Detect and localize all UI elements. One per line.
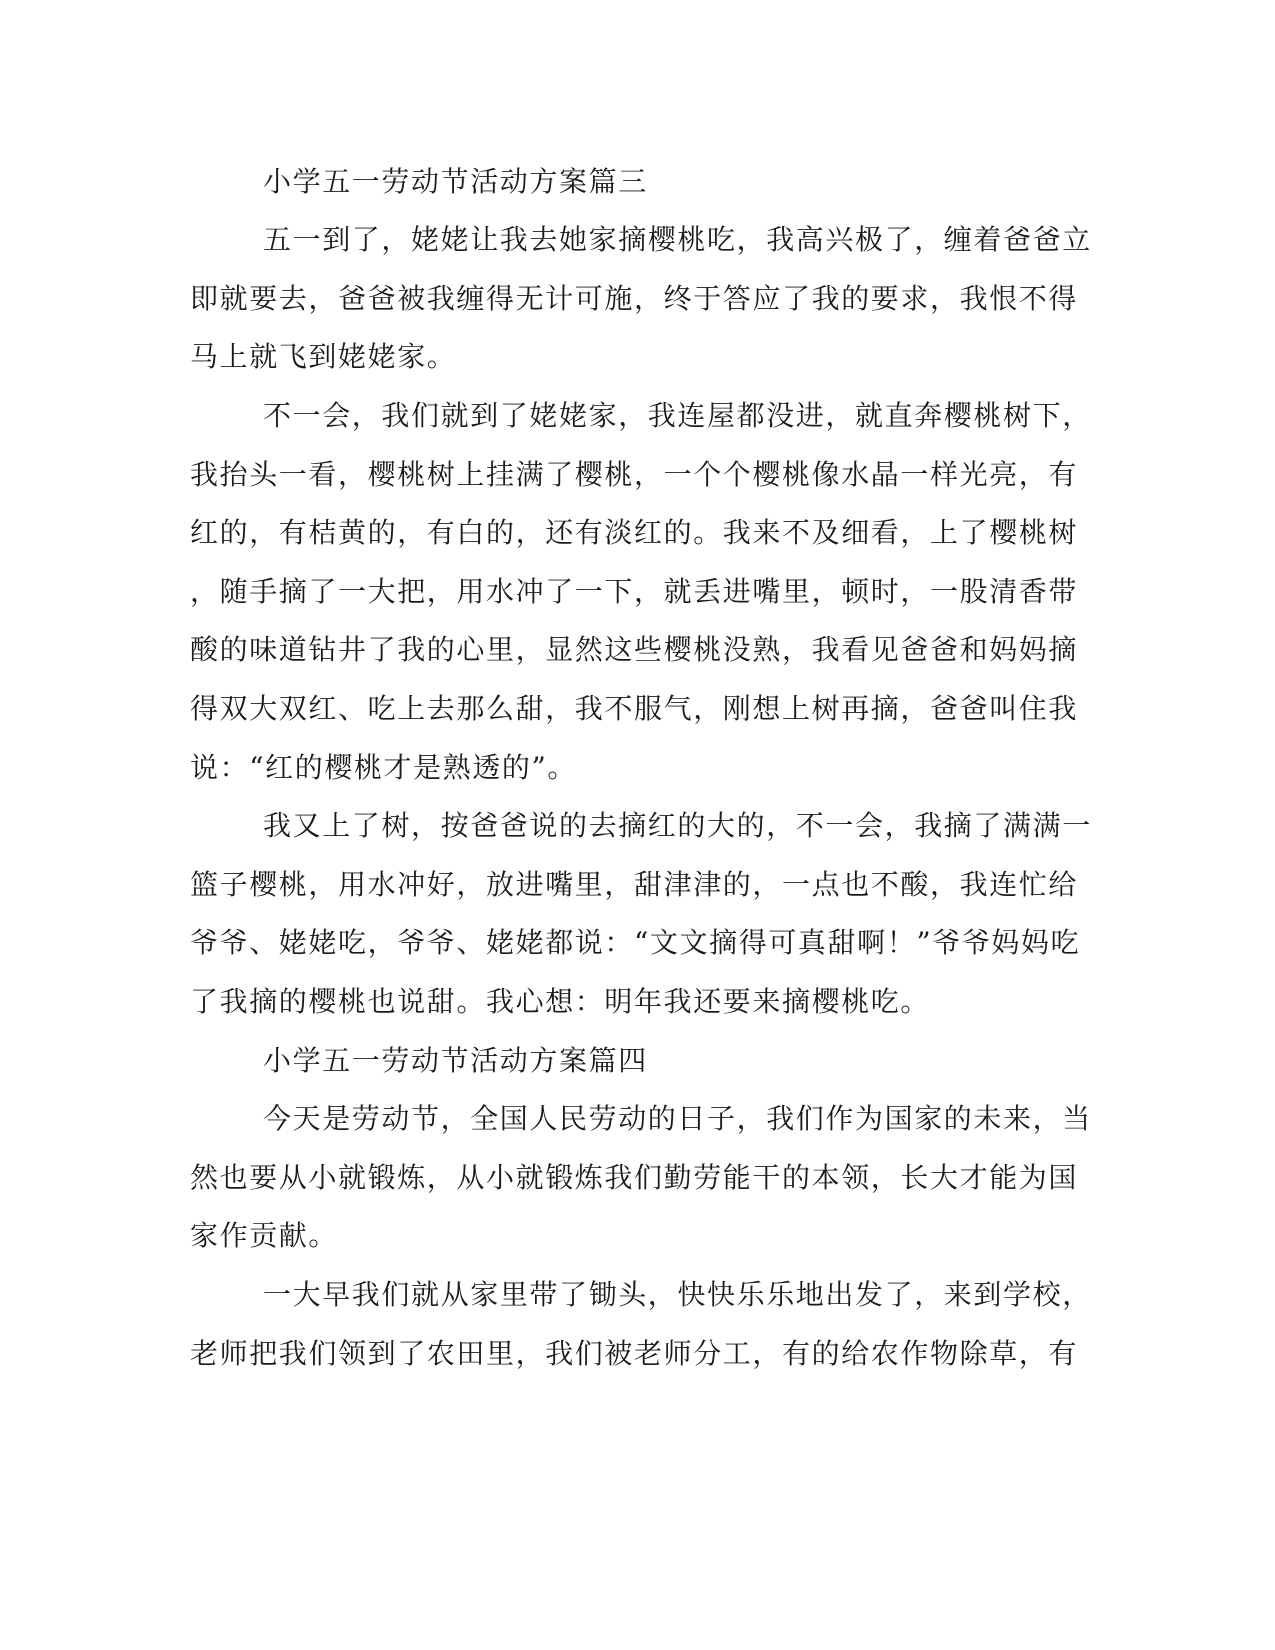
paragraph-line: 一大早我们就从家里带了锄头，快快乐乐地出发了，来到学校， <box>263 1278 1092 1311</box>
paragraph-line: 篮子樱桃，用水冲好，放进嘴里，甜津津的，一点也不酸，我连忙给 <box>190 868 1079 901</box>
paragraph-line: 马上就飞到姥姥家。 <box>190 340 457 373</box>
paragraph-line: 爷爷、姥姥吃，爷爷、姥姥都说：“文文摘得可真甜啊！”爷爷妈妈吃 <box>190 926 1081 959</box>
paragraph-line: 家作贡献。 <box>190 1219 339 1252</box>
paragraph-line: 说：“红的樱桃才是熟透的”。 <box>190 751 578 784</box>
paragraph-line: ，随手摘了一大把，用水冲了一下，就丢进嘴里，顿时，一股清香带 <box>190 575 1079 608</box>
paragraph-line: 今天是劳动节，全国人民劳动的日子，我们作为国家的未来，当 <box>263 1102 1092 1135</box>
paragraph-line: 我抬头一看，樱桃树上挂满了樱桃，一个个樱桃像水晶一样光亮，有 <box>190 458 1079 491</box>
paragraph-line: 即就要去，爸爸被我缠得无计可施，终于答应了我的要求，我恨不得 <box>190 282 1079 315</box>
paragraph-line: 然也要从小就锻炼，从小就锻炼我们勤劳能干的本领，长大才能为国 <box>190 1161 1079 1194</box>
paragraph-line: 我又上了树，按爸爸说的去摘红的大的，不一会，我摘了满满一 <box>263 809 1092 842</box>
section-heading: 小学五一劳动节活动方案篇四 <box>263 1044 648 1077</box>
paragraph-line: 不一会，我们就到了姥姥家，我连屋都没进，就直奔樱桃树下， <box>263 399 1092 432</box>
paragraph-line: 得双大双红、吃上去那么甜，我不服气，刚想上树再摘，爸爸叫住我 <box>190 692 1079 725</box>
paragraph-line: 五一到了，姥姥让我去她家摘樱桃吃，我高兴极了，缠着爸爸立 <box>263 223 1092 256</box>
paragraph-line: 了我摘的樱桃也说甜。我心想：明年我还要来摘樱桃吃。 <box>190 985 931 1018</box>
paragraph-line: 红的，有桔黄的，有白的，还有淡红的。我来不及细看，上了樱桃树 <box>190 516 1079 549</box>
paragraph-line: 老师把我们领到了农田里，我们被老师分工，有的给农作物除草，有 <box>190 1337 1079 1370</box>
section-heading: 小学五一劳动节活动方案篇三 <box>263 165 648 198</box>
paragraph-line: 酸的味道钻井了我的心里，显然这些樱桃没熟，我看见爸爸和妈妈摘 <box>190 633 1079 666</box>
